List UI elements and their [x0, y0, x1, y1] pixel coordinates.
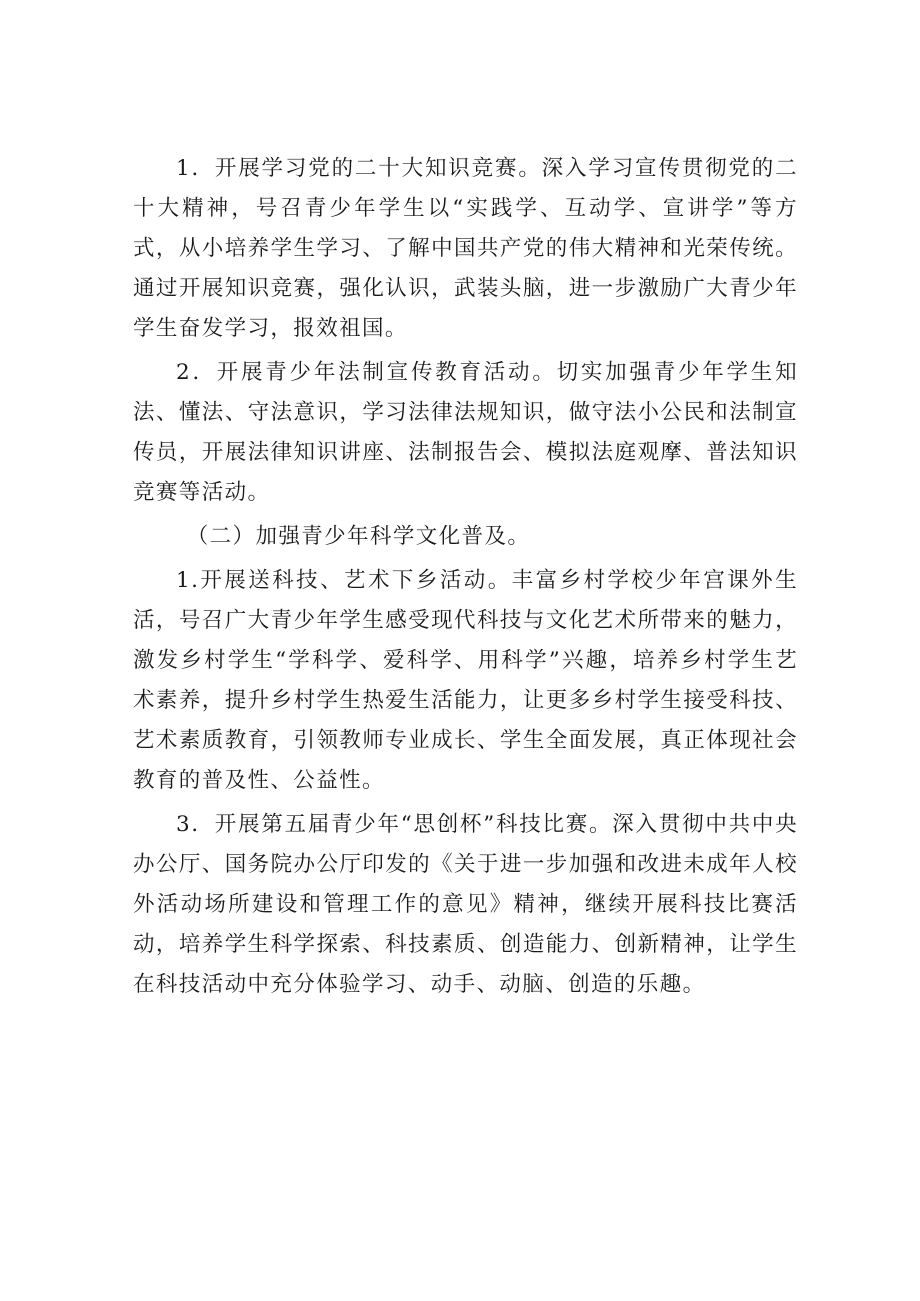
paragraph-sichuang-cup-competition: 3．开展第五届青少年“思创杯”科技比赛。深入贯彻中共中央办公厅、国务院办公厅印发的《关于进一步加强和改进未成年人校外活动场所建设和管理工作的意见》精神，继续开展科技比赛活动，培养学生科学探索、科技素质、创造能力、创新精神，让学生在科技活动中充分体验学习、动手、动脑、创造的乐趣。 — [133, 812, 798, 997]
document-body — [133, 149, 798, 1005]
section-heading-science-culture: （二）加强青少年科学文化普及。 — [186, 524, 531, 549]
paragraph-legal-education: 2．开展青少年法制宣传教育活动。切实加强青少年学生知法、懂法、守法意识，学习法律法规知识，做守法小公民和法制宣传员，开展法律知识讲座、法制报告会、模拟法庭观摩、普法知识竞赛等活动。 — [133, 360, 798, 505]
paragraph-knowledge-competition: 1．开展学习党的二十大知识竞赛。深入学习宣传贯彻党的二十大精神，号召青少年学生以“实践学、互动学、宣讲学”等方式，从小培养学生学习、了解中国共产党的伟大精神和光荣传统。通过开展知识竞赛，强化认识，武装头脑，进一步激励广大青少年学生奋发学习，报效祖国。 — [133, 156, 798, 341]
paragraph-tech-art-rural: 1.开展送科技、艺术下乡活动。丰富乡村学校少年宫课外生活，号召广大青少年学生感受现代科技与文化艺术所带来的魅力，激发乡村学生“学科学、爱科学、用科学”兴趣，培养乡村学生艺术素养，提升乡村学生热爱生活能力，让更多乡村学生接受科技、艺术素质教育，引领教师专业成长、学生全面发展，真正体现社会教育的普及性、公益性。 — [133, 568, 798, 793]
